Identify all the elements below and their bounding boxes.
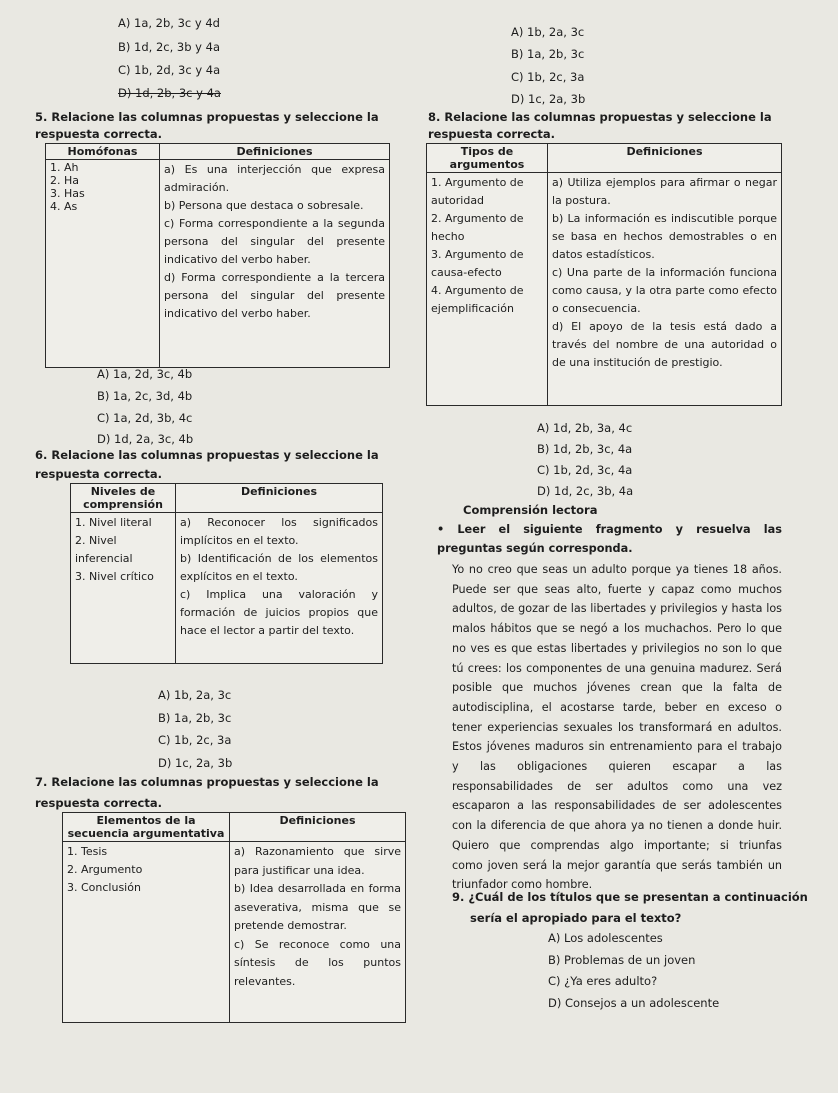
q5-def: d) Forma correspondiente a la tercera persona del singular del presente indicativo del verbo haber. bbox=[164, 271, 385, 320]
q5-def: c) Forma correspondiente a la segunda persona del singular del presente indicativo del verbo haber. bbox=[164, 217, 385, 266]
q7-matching-table bbox=[62, 812, 406, 1023]
q6-term: 3. Nivel crítico bbox=[75, 570, 154, 583]
q6-term: 1. Nivel literal bbox=[75, 516, 152, 529]
q6-matching-table bbox=[70, 483, 383, 664]
q6-option-b[interactable]: B) 1a, 2b, 3c bbox=[158, 711, 232, 725]
q7-terms bbox=[63, 842, 230, 1023]
q6-def: a) Reconocer los significados implícitos en el texto. bbox=[180, 516, 378, 547]
q8-matching-table bbox=[426, 143, 782, 406]
q8-def: d) El apoyo de la tesis está dado a través del nombre de una autoridad o de una institución de prestigio. bbox=[552, 320, 777, 369]
q5-col-defs: Definiciones bbox=[160, 144, 390, 160]
q7-def: a) Razonamiento que sirve para justificar una idea. bbox=[234, 845, 401, 877]
q9-option-a[interactable]: A) Los adolescentes bbox=[548, 931, 663, 945]
q9-title: 9. ¿Cuál de los títulos que se presentan a continuación bbox=[452, 890, 808, 904]
passage-line: Puede ser que seas alto, fuerte y capaz como muchos bbox=[452, 582, 782, 596]
q5-terms bbox=[46, 160, 160, 368]
q8-option-d[interactable]: D) 1d, 2c, 3b, 4a bbox=[537, 484, 634, 498]
q5-option-c[interactable]: C) 1a, 2d, 3b, 4c bbox=[97, 411, 193, 425]
passage-line: triunfador como hombre. bbox=[452, 878, 593, 892]
q7-term: 1. Tesis bbox=[67, 845, 108, 858]
q5-term: 1. Ah bbox=[50, 161, 79, 174]
q5-option-d[interactable]: D) 1d, 2a, 3c, 4b bbox=[97, 432, 194, 446]
passage-line: responsabilidades de ser adultos como una vez bbox=[452, 779, 782, 793]
q4-option-a[interactable]: A) 1a, 2b, 3c y 4d bbox=[118, 16, 220, 30]
q7-term: 2. Argumento bbox=[67, 863, 143, 876]
q6-col-terms: Niveles de comprensión bbox=[71, 484, 176, 513]
q8-definitions bbox=[548, 173, 782, 406]
q5-term: 3. Has bbox=[50, 187, 85, 200]
q7-definitions bbox=[230, 842, 406, 1023]
q5-option-a[interactable]: A) 1a, 2d, 3c, 4b bbox=[97, 367, 193, 381]
passage-line: autodisciplina, el acostarse tarde, beber en exceso o bbox=[452, 700, 782, 714]
passage-line: Quiero que comprendas algo importante; si triunfas bbox=[452, 838, 782, 852]
q8-term: 1. Argumento de autoridad bbox=[431, 176, 524, 207]
prev-option-a[interactable]: A) 1b, 2a, 3c bbox=[511, 25, 585, 39]
q5-def: b) Persona que destaca o sobresale. bbox=[164, 199, 364, 212]
q5-term: 4. As bbox=[50, 200, 78, 213]
q4-option-b[interactable]: B) 1d, 2c, 3b y 4a bbox=[118, 40, 221, 54]
passage-line: malos hábitos que se negó a los muchachos. Pero lo que bbox=[452, 622, 782, 636]
q8-term: 4. Argumento de ejemplificación bbox=[431, 284, 524, 315]
q8-term: 3. Argumento de causa-efecto bbox=[431, 248, 524, 279]
q6-term: 2. Nivel inferencial bbox=[75, 534, 133, 565]
prev-option-b[interactable]: B) 1a, 2b, 3c bbox=[511, 47, 585, 61]
q7-def: c) Se reconoce como una síntesis de los puntos relevantes. bbox=[234, 937, 401, 988]
q6-option-a[interactable]: A) 1b, 2a, 3c bbox=[158, 688, 232, 702]
q5-option-b[interactable]: B) 1a, 2c, 3d, 4b bbox=[97, 389, 193, 403]
q9-option-b[interactable]: B) Problemas de un joven bbox=[548, 953, 696, 967]
passage-line: tener experiencias sexuales los transformará en adultos. bbox=[452, 720, 782, 734]
prev-option-c[interactable]: C) 1b, 2c, 3a bbox=[511, 70, 585, 84]
passage-line: y las obligaciones quieren escapar a las bbox=[452, 760, 782, 774]
q7-def: b) Idea desarrollada en forma aseverativa, misma que se pretende demostrar. bbox=[234, 882, 401, 932]
q5-col-terms: Homófonas bbox=[46, 144, 160, 160]
reading-instruction: • Leer el siguiente fragmento y resuelva las preguntas según corresponda. bbox=[437, 523, 782, 555]
q6-def: b) Identificación de los elementos explícitos en el texto. bbox=[180, 552, 378, 583]
passage-line: con la diferencia de que ahora ya no tienen a donde huir. bbox=[452, 819, 782, 833]
q8-option-a[interactable]: A) 1d, 2b, 3a, 4c bbox=[537, 421, 633, 435]
q7-term: 3. Conclusión bbox=[67, 881, 141, 894]
q6-option-d[interactable]: D) 1c, 2a, 3b bbox=[158, 756, 233, 770]
passage-line: no ves es que estas libertades y privilegios no son lo que bbox=[452, 641, 782, 655]
passage-line: Estos jóvenes maduros sin entrenamiento para el trabajo bbox=[452, 740, 782, 754]
passage-line: como joven será la mejor garantía que serás también un bbox=[452, 858, 782, 872]
passage-line: escaparon a las responsabilidades de ser adolescentes bbox=[452, 799, 782, 813]
q6-def: c) Implica una valoración y formación de juicios propios que hace el lector a partir del texto. bbox=[180, 588, 378, 637]
reading-section-title: Comprensión lectora bbox=[463, 503, 598, 517]
q5-term: 2. Ha bbox=[50, 174, 80, 187]
q6-col-defs: Definiciones bbox=[176, 484, 383, 513]
q6-terms bbox=[71, 513, 176, 664]
passage-line: Yo no creo que seas un adulto porque ya tienes 18 años. bbox=[452, 563, 782, 576]
q6-definitions bbox=[176, 513, 383, 664]
q8-def: a) Utiliza ejemplos para afirmar o negar la postura. bbox=[552, 176, 777, 207]
q8-col-defs: Definiciones bbox=[548, 144, 782, 173]
passage-line: adultos, de gozar de las libertades y privilegios y hasta los bbox=[452, 602, 782, 616]
q9-title-cont: sería el apropiado para el texto? bbox=[470, 911, 682, 925]
q8-term: 2. Argumento de hecho bbox=[431, 212, 524, 243]
q5-definitions bbox=[160, 160, 390, 368]
q9-option-c[interactable]: C) ¿Ya eres adulto? bbox=[548, 974, 658, 988]
q8-option-c[interactable]: C) 1b, 2d, 3c, 4a bbox=[537, 463, 633, 477]
q4-option-c[interactable]: C) 1b, 2d, 3c y 4a bbox=[118, 63, 221, 77]
passage-line: posible que muchos jóvenes crean que la falta de bbox=[452, 681, 782, 695]
q8-title-cont: respuesta correcta. bbox=[428, 127, 555, 141]
q7-title: 7. Relacione las columnas propuestas y seleccione la bbox=[35, 775, 379, 789]
q8-terms bbox=[427, 173, 548, 406]
q4-option-d[interactable]: D) 1d, 2b, 3c y 4a bbox=[118, 86, 221, 100]
reading-passage bbox=[452, 560, 782, 895]
q8-option-b[interactable]: B) 1d, 2b, 3c, 4a bbox=[537, 442, 633, 456]
q8-def: b) La información es indiscutible porque se basa en hechos demostrables o en datos estadísticos. bbox=[552, 212, 777, 261]
q6-option-c[interactable]: C) 1b, 2c, 3a bbox=[158, 733, 232, 747]
q8-col-terms: Tipos de argumentos bbox=[427, 144, 548, 173]
q8-def: c) Una parte de la información funciona como causa, y la otra parte como efecto o consecuencia. bbox=[552, 266, 777, 315]
q7-col-defs: Definiciones bbox=[230, 813, 406, 842]
q5-title-cont: respuesta correcta. bbox=[35, 127, 162, 141]
passage-line: tú crees: los componentes de una genuina madurez. Será bbox=[452, 661, 782, 675]
q6-title: 6. Relacione las columnas propuestas y seleccione la bbox=[35, 448, 379, 462]
q5-def: a) Es una interjección que expresa admiración. bbox=[164, 163, 385, 194]
q7-title-cont: respuesta correcta. bbox=[35, 796, 162, 810]
q5-title: 5. Relacione las columnas propuestas y seleccione la bbox=[35, 110, 379, 124]
q5-matching-table bbox=[45, 143, 390, 368]
prev-option-d[interactable]: D) 1c, 2a, 3b bbox=[511, 92, 586, 106]
q6-title-cont: respuesta correcta. bbox=[35, 467, 162, 481]
q7-col-terms: Elementos de la secuencia argumentativa bbox=[63, 813, 230, 842]
q9-option-d[interactable]: D) Consejos a un adolescente bbox=[548, 996, 720, 1010]
q8-title: 8. Relacione las columnas propuestas y seleccione la bbox=[428, 110, 772, 124]
